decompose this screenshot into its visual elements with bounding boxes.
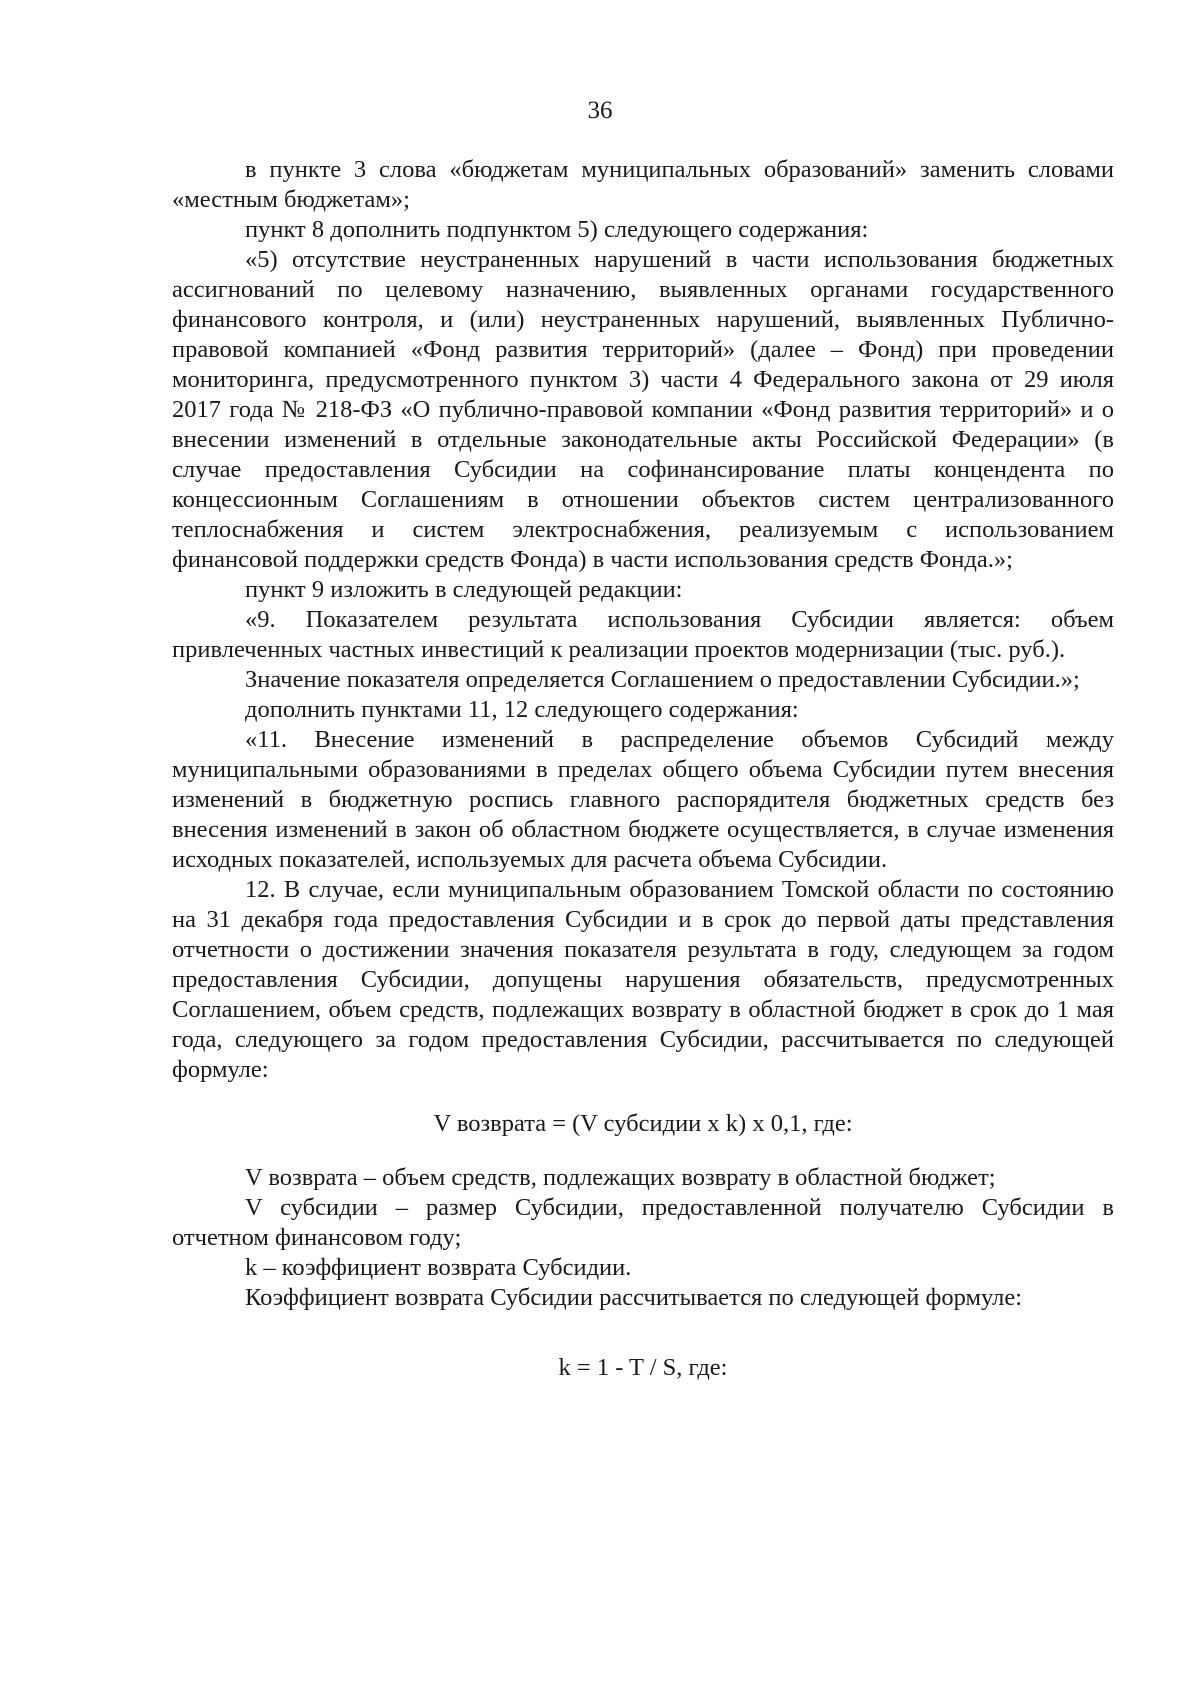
definition: k – коэффициент возврата Субсидии. bbox=[245, 1254, 632, 1281]
page-number: 36 bbox=[587, 97, 613, 124]
formula-return-volume: V возврата = (V субсидии x k) x 0,1, где: bbox=[433, 1110, 853, 1137]
document-body bbox=[172, 155, 1114, 1407]
paragraph: дополнить пунктами 11, 12 следующего содержания: bbox=[245, 696, 799, 723]
paragraph: «9. Показателем результата использования Субсидии является: объем привлеченных частных инвестиций к реализации проектов модернизации (тыс. руб.). bbox=[172, 606, 1114, 663]
paragraph: «5) отсутствие неустраненных нарушений в части использования бюджетных ассигнований по целевому назначению, выявленных органами государственного финансового контроля, и (или) неустраненных нарушений, выявленных Публично-правовой компанией «Фонд развития территорий» (далее – Фонд) при проведении мониторинга, предусмотренного пунктом 3) части 4 Федерального закона от 29 июля 2017 года № 218-ФЗ «О публично-правовой компании «Фонд развития территорий» и о внесении изменений в отдельные законодательные акты Российской Федерации» (в случае предоставления Субсидии на софинансирование платы концендента по концессионным Соглашениям в отношении объектов систем централизованного теплоснабжения и систем электроснабжения, реализуемым с использованием финансовой поддержки средств Фонда) в части использования средств Фонда.»; bbox=[172, 246, 1114, 573]
paragraph: «11. Внесение изменений в распределение объемов Субсидий между муниципальными образованиями в пределах общего объема Субсидии путем внесения изменений в бюджетную роспись главного распорядителя бюджетных средств без внесения изменений в закон об областном бюджете осуществляется, в случае изменения исходных показателей, используемых для расчета объема Субсидии. bbox=[172, 726, 1114, 873]
definition: V возврата – объем средств, подлежащих возврату в областной бюджет; bbox=[245, 1164, 996, 1191]
paragraph: Значение показателя определяется Соглашением о предоставлении Субсидии.»; bbox=[245, 666, 1080, 693]
formula-return-coefficient: k = 1 - T / S, где: bbox=[558, 1354, 728, 1381]
paragraph: пункт 9 изложить в следующей редакции: bbox=[245, 576, 683, 603]
paragraph: 12. В случае, если муниципальным образованием Томской области по состоянию на 31 декабря года предоставления Субсидии и в срок до первой даты представления отчетности о достижении значения показателя результата в году, следующем за годом предоставления Субсидии, допущены нарушения обязательств, предусмотренных Соглашением, объем средств, подлежащих возврату в областной бюджет в срок до 1 мая года, следующего за годом предоставления Субсидии, рассчитывается по следующей формуле: bbox=[172, 876, 1114, 1083]
definition: V субсидии – размер Субсидии, предоставленной получателю Субсидии в отчетном финансовом году; bbox=[172, 1194, 1114, 1251]
definition: Коэффициент возврата Субсидии рассчитывается по следующей формуле: bbox=[245, 1284, 1023, 1311]
paragraph: в пункте 3 слова «бюджетам муниципальных образований» заменить словами «местным бюджетам»; bbox=[172, 156, 1114, 213]
paragraph: пункт 8 дополнить подпунктом 5) следующего содержания: bbox=[245, 216, 869, 243]
